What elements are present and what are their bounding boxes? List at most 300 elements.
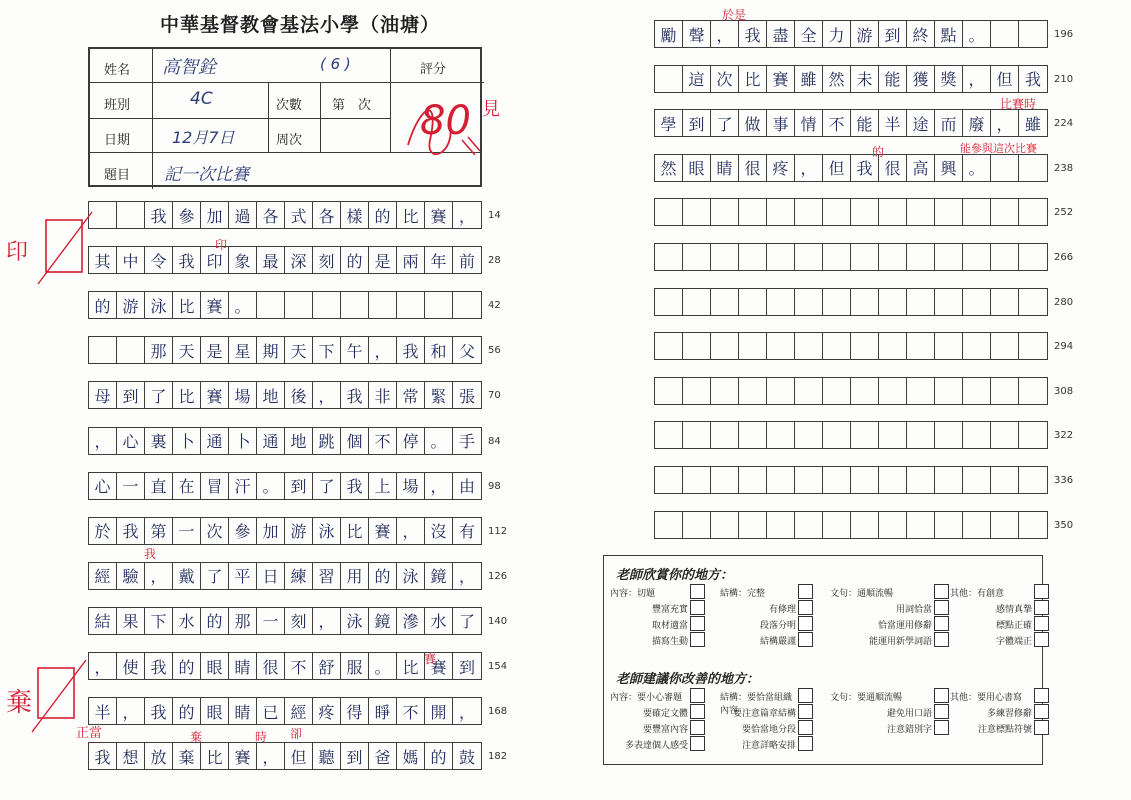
essay-cell — [655, 333, 683, 359]
essay-cell: ， — [145, 563, 173, 589]
correction-inline-7: 棄 — [190, 730, 203, 744]
essay-cell — [991, 333, 1019, 359]
essay-cell: 我 — [89, 743, 117, 769]
essay-cell — [683, 378, 711, 404]
char-count: 126 — [488, 570, 508, 582]
criterion-label: 其他：有創意 — [950, 589, 1005, 599]
class-label: 班別 — [104, 98, 131, 113]
essay-cell — [655, 66, 683, 92]
essay-cell: 的 — [173, 698, 201, 724]
essay-cell: 得 — [341, 698, 369, 724]
essay-cell — [711, 289, 739, 315]
essay-cell: 我 — [145, 202, 173, 228]
criterion-checkbox[interactable] — [934, 600, 949, 615]
criterion-checkbox[interactable] — [1034, 616, 1049, 631]
essay-cell: 張 — [458, 386, 475, 406]
essay-cell — [907, 333, 935, 359]
essay-cell: 跳 — [313, 428, 341, 454]
essay-cell: 的 — [425, 743, 453, 769]
essay-cell — [823, 244, 851, 270]
essay-cell — [683, 422, 711, 448]
correction-inline-3: 賽 — [424, 652, 437, 666]
essay-cell: 期 — [257, 337, 285, 363]
essay-cell — [963, 333, 991, 359]
correction-inline-5: 時 — [255, 730, 268, 744]
essay-cell: 終 — [907, 21, 935, 47]
essay-cell: 用 — [341, 563, 369, 589]
essay-cell: 不 — [285, 653, 313, 679]
essay-cell: ， — [313, 608, 341, 634]
criterion-checkbox[interactable] — [798, 632, 813, 647]
essay-cell — [285, 292, 313, 318]
essay-cell: 途 — [907, 110, 935, 136]
essay-cell: 深 — [285, 247, 313, 273]
times-value: 第 次 — [332, 98, 372, 113]
essay-cell — [879, 199, 907, 225]
criterion-checkbox[interactable] — [934, 616, 949, 631]
essay-cell — [991, 378, 1019, 404]
criterion-label: 標點正確 — [995, 621, 1032, 631]
right-row — [654, 332, 1048, 360]
essay-cell: 上 — [369, 473, 397, 499]
essay-cell: 經 — [89, 563, 117, 589]
essay-cell: 戴 — [173, 563, 201, 589]
essay-cell: 開 — [425, 698, 453, 724]
essay-cell: 前 — [458, 251, 475, 271]
char-count: 182 — [488, 751, 508, 763]
left-row — [88, 201, 482, 229]
char-count: 308 — [1054, 385, 1074, 397]
essay-cell — [851, 422, 879, 448]
essay-cell: ， — [458, 702, 475, 722]
criterion-label: 結構嚴謹 — [759, 637, 796, 647]
essay-cell: 爸 — [369, 743, 397, 769]
criterion-checkbox[interactable] — [798, 584, 813, 599]
essay-cell: 一 — [257, 608, 285, 634]
essay-cell — [935, 244, 963, 270]
week-label: 周次 — [276, 133, 303, 148]
essay-cell: 比 — [739, 66, 767, 92]
essay-cell — [767, 467, 795, 493]
criterion-checkbox[interactable] — [798, 736, 813, 751]
char-count: 140 — [488, 615, 508, 627]
char-count: 28 — [488, 255, 501, 267]
essay-cell: 放 — [145, 743, 173, 769]
essay-cell — [739, 512, 767, 538]
essay-cell: 習 — [313, 563, 341, 589]
essay-cell — [655, 244, 683, 270]
essay-cell: 我 — [739, 21, 767, 47]
char-count: 14 — [488, 210, 501, 221]
margin-left-top: 印 — [6, 240, 29, 265]
essay-cell: 然 — [655, 155, 683, 181]
essay-cell: 比 — [341, 518, 369, 544]
essay-cell: 。 — [369, 653, 397, 679]
essay-cell: 在 — [173, 473, 201, 499]
right-row — [654, 198, 1048, 226]
essay-cell — [655, 199, 683, 225]
essay-cell: 下 — [145, 608, 173, 634]
essay-cell: 參 — [173, 202, 201, 228]
essay-cell: 廢 — [963, 110, 991, 136]
essay-cell — [823, 289, 851, 315]
char-count: 336 — [1054, 475, 1074, 486]
essay-cell: 力 — [823, 21, 851, 47]
char-count: 210 — [1054, 73, 1074, 85]
criterion-checkbox[interactable] — [798, 600, 813, 615]
criterion-checkbox[interactable] — [934, 720, 949, 735]
essay-cell — [991, 155, 1019, 181]
criterion-checkbox[interactable] — [690, 632, 705, 647]
criterion-checkbox[interactable] — [798, 688, 813, 703]
score-scribble — [400, 85, 495, 175]
essay-cell: ， — [257, 743, 285, 769]
right-row — [654, 243, 1048, 271]
essay-cell: 了 — [711, 110, 739, 136]
essay-cell: 心 — [89, 473, 117, 499]
essay-cell: 很 — [879, 155, 907, 181]
margin-left-bottom: 棄 — [6, 688, 33, 718]
school-title: 中華基督教會基法小學（油塘） — [159, 14, 440, 36]
char-count: 322 — [1054, 430, 1074, 442]
essay-cell: 到 — [285, 473, 313, 499]
essay-cell — [655, 378, 683, 404]
criterion-label: 文句：要通順流暢 — [830, 693, 903, 703]
essay-cell — [767, 333, 795, 359]
essay-cell: 加 — [257, 518, 285, 544]
essay-cell: 賽 — [425, 202, 453, 228]
improve-title: 老師建議你改善的地方： — [616, 672, 760, 687]
essay-cell — [767, 289, 795, 315]
essay-cell: 雖 — [795, 66, 823, 92]
essay-cell: 點 — [935, 21, 963, 47]
right-row — [654, 65, 1048, 93]
essay-cell: 卜 — [229, 428, 257, 454]
essay-cell: 最 — [257, 247, 285, 273]
essay-cell — [739, 378, 767, 404]
essay-cell — [739, 244, 767, 270]
evaluation-box — [603, 555, 1043, 765]
essay-cell: ， — [397, 518, 425, 544]
essay-cell: 到 — [879, 21, 907, 47]
essay-cell: 由 — [458, 477, 475, 497]
essay-cell — [795, 467, 823, 493]
char-count: 98 — [488, 480, 501, 492]
essay-cell: 聲 — [683, 21, 711, 47]
essay-cell — [963, 244, 991, 270]
essay-cell: 星 — [229, 337, 257, 363]
criterion-checkbox[interactable] — [934, 688, 949, 703]
essay-cell — [823, 422, 851, 448]
essay-cell: ， — [458, 567, 475, 587]
criterion-checkbox[interactable] — [690, 736, 705, 751]
essay-cell — [795, 512, 823, 538]
right-row — [654, 377, 1048, 405]
essay-cell: ， — [711, 21, 739, 47]
left-row — [88, 697, 482, 725]
essay-cell — [767, 422, 795, 448]
essay-cell — [739, 289, 767, 315]
essay-cell: 已 — [257, 698, 285, 724]
left-row — [88, 427, 482, 455]
essay-cell: 場 — [229, 382, 257, 408]
essay-cell: 各 — [257, 202, 285, 228]
essay-cell — [823, 333, 851, 359]
essay-cell: 眼 — [201, 698, 229, 724]
essay-cell — [739, 422, 767, 448]
essay-cell: 第 — [145, 518, 173, 544]
essay-cell: 卜 — [173, 428, 201, 454]
essay-cell: 後 — [285, 382, 313, 408]
essay-cell: 賽 — [369, 518, 397, 544]
essay-cell: 做 — [739, 110, 767, 136]
essay-cell: 地 — [257, 382, 285, 408]
essay-cell: 賽 — [201, 292, 229, 318]
essay-cell — [655, 289, 683, 315]
essay-cell: 服 — [341, 653, 369, 679]
essay-cell: 聽 — [313, 743, 341, 769]
essay-cell — [711, 333, 739, 359]
left-row — [88, 517, 482, 545]
essay-cell: 然 — [823, 66, 851, 92]
essay-cell: 了 — [145, 382, 173, 408]
essay-cell — [935, 199, 963, 225]
correction-inline-2: 我 — [144, 547, 157, 561]
criterion-label: 多練習修辭 — [986, 709, 1032, 719]
essay-cell: 學 — [655, 110, 683, 136]
essay-cell: 睛 — [229, 653, 257, 679]
essay-cell: 中 — [117, 247, 145, 273]
essay-cell: 直 — [145, 473, 173, 499]
essay-cell — [879, 422, 907, 448]
criterion-checkbox[interactable] — [1034, 704, 1049, 719]
criterion-label: 恰當運用修辭 — [877, 621, 932, 631]
essay-cell: 很 — [257, 653, 285, 679]
essay-cell: 比 — [173, 382, 201, 408]
essay-cell — [1019, 378, 1047, 404]
essay-cell — [935, 422, 963, 448]
essay-cell: 母 — [89, 382, 117, 408]
essay-cell: 其 — [89, 247, 117, 273]
essay-cell: 下 — [313, 337, 341, 363]
criterion-checkbox[interactable] — [1034, 584, 1049, 599]
essay-cell: 但 — [823, 155, 851, 181]
criterion-checkbox[interactable] — [798, 720, 813, 735]
criterion-checkbox[interactable] — [1034, 720, 1049, 735]
criterion-checkbox[interactable] — [690, 688, 705, 703]
essay-cell: 泳 — [341, 608, 369, 634]
essay-cell — [425, 292, 453, 318]
essay-cell — [935, 512, 963, 538]
criterion-checkbox[interactable] — [690, 616, 705, 631]
essay-cell: 是 — [369, 247, 397, 273]
essay-cell: 興 — [935, 155, 963, 181]
right-row — [654, 466, 1048, 494]
left-row — [88, 607, 482, 635]
essay-cell: 鏡 — [425, 563, 453, 589]
criterion-checkbox[interactable] — [934, 704, 949, 719]
essay-cell: 媽 — [397, 743, 425, 769]
criterion-checkbox[interactable] — [798, 616, 813, 631]
essay-cell: 睛 — [711, 155, 739, 181]
essay-cell — [879, 289, 907, 315]
correction-inline-right-1: 比賽時 — [1000, 97, 1037, 111]
essay-cell: 不 — [369, 428, 397, 454]
essay-cell — [795, 378, 823, 404]
topic-label: 題目 — [104, 168, 131, 183]
criterion-checkbox[interactable] — [934, 584, 949, 599]
char-count: 196 — [1054, 29, 1074, 40]
criterion-label: 段落分明 — [759, 621, 796, 631]
essay-cell: 一 — [173, 518, 201, 544]
essay-cell: 常 — [397, 382, 425, 408]
essay-cell — [823, 378, 851, 404]
criterion-checkbox[interactable] — [798, 704, 813, 719]
essay-cell: 了 — [313, 473, 341, 499]
right-row — [654, 288, 1048, 316]
essay-cell: 是 — [201, 337, 229, 363]
correction-inline-6: 卻 — [290, 727, 303, 741]
essay-cell: 裏 — [145, 428, 173, 454]
essay-cell: 游 — [117, 292, 145, 318]
essay-cell: 眼 — [201, 653, 229, 679]
essay-cell: 獲 — [907, 66, 935, 92]
correction-box-2 — [30, 660, 90, 740]
essay-cell — [767, 244, 795, 270]
essay-cell — [991, 244, 1019, 270]
essay-cell: 未 — [851, 66, 879, 92]
essay-cell: 次 — [201, 518, 229, 544]
essay-cell: 高 — [907, 155, 935, 181]
score-mark: 80 — [420, 98, 471, 144]
essay-cell: 日 — [257, 563, 285, 589]
char-count: 224 — [1054, 118, 1074, 130]
essay-cell: 午 — [341, 337, 369, 363]
appreciate-title: 老師欣賞你的地方： — [616, 568, 734, 583]
criterion-checkbox[interactable] — [1034, 600, 1049, 615]
essay-cell: ， — [117, 698, 145, 724]
essay-cell — [935, 378, 963, 404]
essay-cell: 到 — [117, 382, 145, 408]
essay-cell: 。 — [963, 21, 991, 47]
essay-cell — [991, 199, 1019, 225]
essay-cell: 勵 — [655, 21, 683, 47]
essay-cell: 使 — [117, 653, 145, 679]
class-value: 4C — [190, 89, 213, 109]
essay-cell: 獎 — [935, 66, 963, 92]
right-row — [654, 421, 1048, 449]
criterion-label: 要注意篇章結構 — [732, 709, 796, 719]
essay-cell: 的 — [201, 608, 229, 634]
essay-cell — [795, 422, 823, 448]
essay-cell: 半 — [879, 110, 907, 136]
essay-cell: 眼 — [683, 155, 711, 181]
topic-value: 記一次比賽 — [164, 165, 249, 185]
criterion-checkbox[interactable] — [1034, 632, 1049, 647]
essay-cell — [1019, 512, 1047, 538]
essay-cell: ， — [313, 382, 341, 408]
essay-cell: ， — [458, 206, 475, 226]
correction-box-1 — [36, 210, 96, 290]
essay-cell — [991, 21, 1019, 47]
essay-cell: 樣 — [341, 202, 369, 228]
left-row — [88, 291, 482, 319]
char-count: 112 — [488, 525, 508, 537]
essay-cell: 我 — [145, 653, 173, 679]
essay-cell — [851, 467, 879, 493]
left-row — [88, 246, 482, 274]
essay-cell: 加 — [201, 202, 229, 228]
essay-cell — [963, 289, 991, 315]
essay-cell: 而 — [935, 110, 963, 136]
essay-cell: 通 — [257, 428, 285, 454]
criterion-label: 豐富充實 — [651, 605, 688, 615]
essay-cell: 象 — [229, 247, 257, 273]
essay-cell — [655, 422, 683, 448]
essay-cell — [767, 512, 795, 538]
essay-cell: 年 — [425, 247, 453, 273]
essay-cell: 到 — [683, 110, 711, 136]
essay-cell: ， — [425, 473, 453, 499]
essay-cell — [1019, 422, 1047, 448]
essay-cell: 情 — [795, 110, 823, 136]
essay-cell: 次 — [711, 66, 739, 92]
essay-cell: 了 — [458, 612, 475, 632]
right-row — [654, 511, 1048, 539]
essay-cell: 我 — [1024, 70, 1041, 90]
criterion-checkbox[interactable] — [690, 600, 705, 615]
essay-cell — [1019, 289, 1047, 315]
essay-cell — [963, 422, 991, 448]
essay-cell: 我 — [341, 473, 369, 499]
essay-cell: 但 — [991, 66, 1019, 92]
essay-cell: 我 — [173, 247, 201, 273]
correction-inline-4: 正當 — [76, 726, 103, 741]
criterion-label: 能運用新學詞語 — [868, 637, 932, 647]
essay-cell: 的 — [369, 563, 397, 589]
essay-cell: 泳 — [313, 518, 341, 544]
essay-cell: 一 — [117, 473, 145, 499]
criterion-checkbox[interactable] — [690, 704, 705, 719]
essay-cell — [907, 422, 935, 448]
essay-cell: 父 — [458, 341, 475, 361]
essay-cell — [907, 467, 935, 493]
essay-cell: 疼 — [313, 698, 341, 724]
essay-cell: 。 — [963, 155, 991, 181]
essay-cell — [711, 244, 739, 270]
char-count: 350 — [1054, 519, 1074, 531]
essay-cell — [907, 378, 935, 404]
essay-cell — [907, 512, 935, 538]
essay-cell: 比 — [397, 653, 425, 679]
essay-cell — [1019, 155, 1047, 181]
criterion-label: 要確定文體 — [642, 709, 688, 719]
correction-inline-right-3: 能參與這次比賽 — [960, 142, 1037, 155]
essay-cell: 泳 — [397, 563, 425, 589]
criterion-checkbox[interactable] — [690, 584, 705, 599]
criterion-checkbox[interactable] — [690, 720, 705, 735]
essay-cell: 非 — [369, 382, 397, 408]
essay-cell — [711, 422, 739, 448]
criterion-checkbox[interactable] — [1034, 688, 1049, 703]
criterion-checkbox[interactable] — [934, 632, 949, 647]
essay-cell — [851, 289, 879, 315]
essay-cell — [795, 289, 823, 315]
essay-cell — [117, 202, 145, 228]
criterion-label: 描寫生動 — [651, 637, 688, 647]
criterion-label: 取材適當 — [651, 621, 688, 631]
essay-cell — [879, 244, 907, 270]
